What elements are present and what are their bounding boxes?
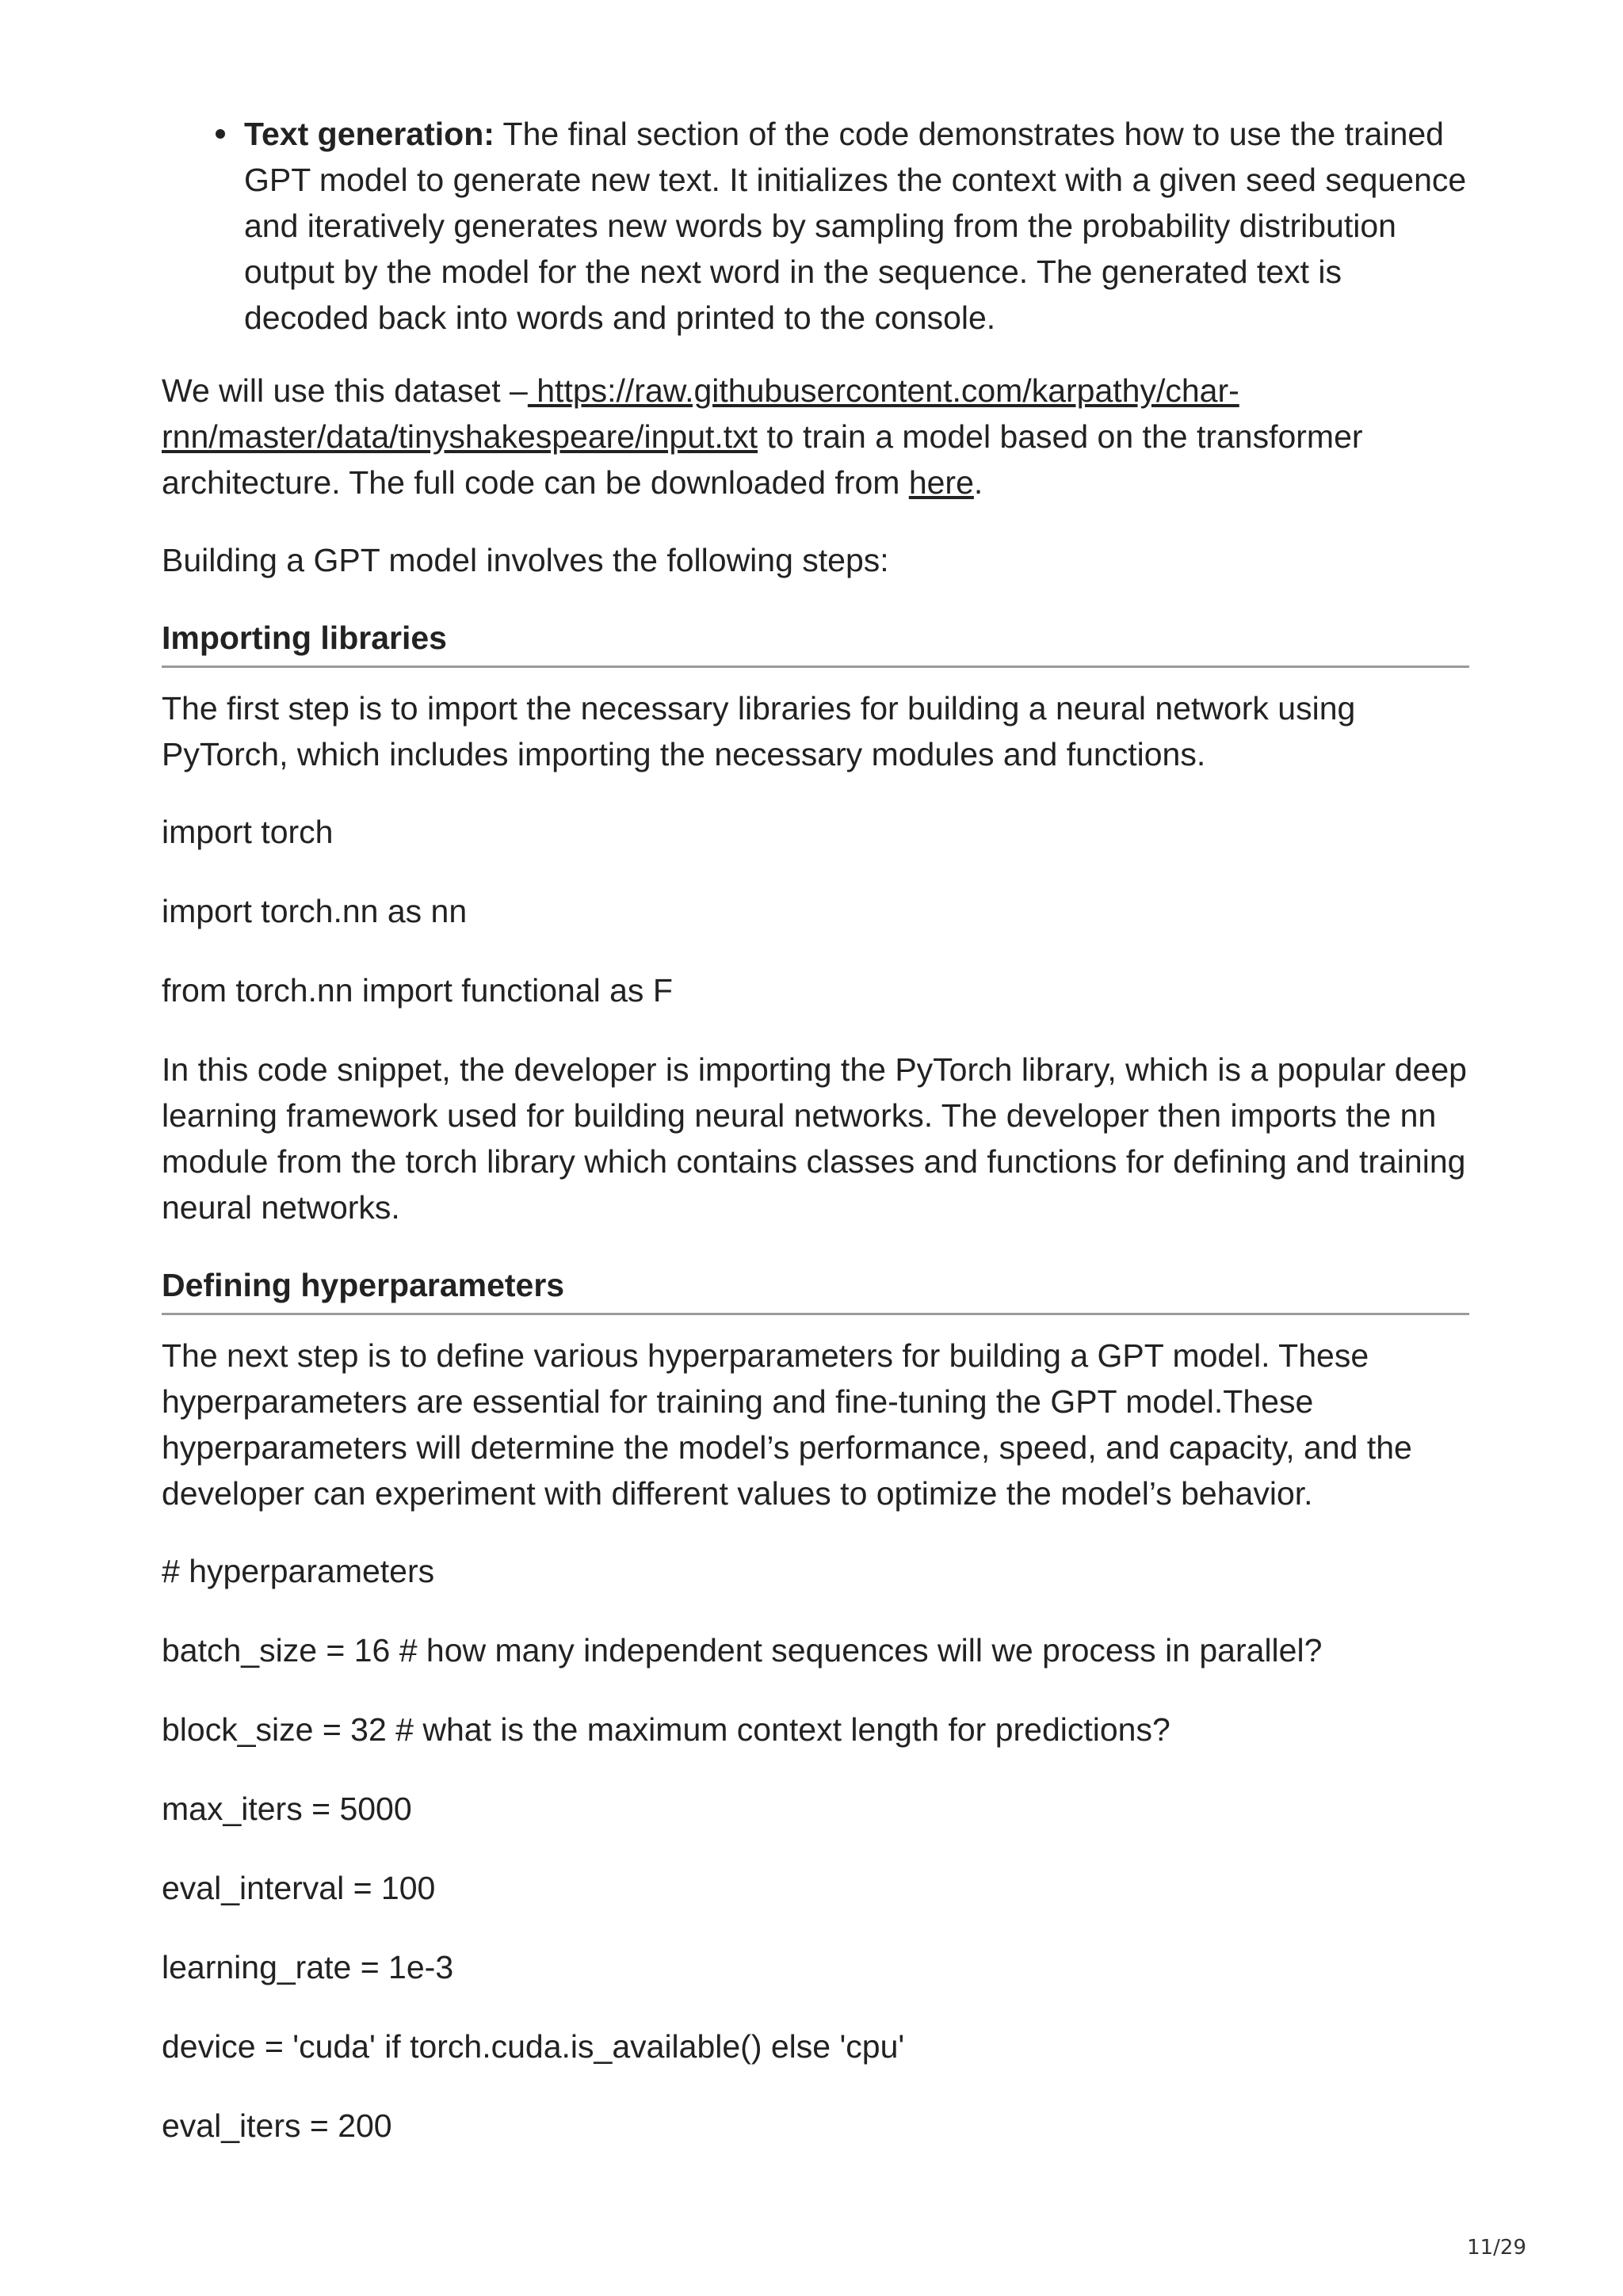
bullet-text: The final section of the code demonstrates how to use the trained GPT model to generate new text. It initializes the context with a given seed sequence and iteratively generates new words by sampling from the probability distribution output by the model for the next word in the sequence. The generated text is decoded back into words and printed to the console.: [244, 116, 1467, 336]
code-line: device = 'cuda' if torch.cuda.is_available() else 'cpu': [162, 2028, 905, 2065]
code-line: # hyperparameters: [162, 1553, 435, 1589]
code-line: from torch.nn import functional as F: [162, 972, 673, 1009]
dataset-middle: to train a model based on the transformer architecture. The full code can be downloaded from: [162, 418, 1363, 501]
code-line: eval_interval = 100: [162, 1870, 436, 1906]
bullet-list: [162, 111, 1469, 341]
dataset-link[interactable]: https://raw.githubusercontent.com/karpathy/char-rnn/master/data/tinyshakespeare/input.txt: [162, 372, 1239, 455]
code-line: block_size = 32 # what is the maximum context length for predictions?: [162, 1711, 1170, 1748]
code-line: max_iters = 5000: [162, 1791, 412, 1827]
dataset-prefix: We will use this dataset –: [162, 372, 528, 409]
bullet-label: Text generation:: [244, 116, 495, 152]
bullet-dot-icon: [216, 129, 225, 139]
section-heading-defining-hyperparameters: Defining hyperparameters: [162, 1262, 1469, 1315]
dataset-paragraph: [162, 368, 1469, 505]
code-line: import torch.nn as nn: [162, 893, 468, 929]
code-line: eval_iters = 200: [162, 2107, 392, 2144]
section1-intro: The first step is to import the necessary libraries for building a neural network using PyTorch, which includes importing the necessary modules and functions.: [162, 690, 1356, 772]
code-line: learning_rate = 1e-3: [162, 1949, 454, 1985]
section2-intro: The next step is to define various hyperparameters for building a GPT model. These hyperparameters are essential for training and fine-tuning the GPT model.These hyperparameters will determine the model’s performance, speed, and capacity, and the developer can experiment with different values to optimize the model’s behavior.: [162, 1337, 1412, 1512]
list-item: [244, 111, 1469, 341]
dataset-suffix: .: [973, 464, 983, 501]
steps-intro: Building a GPT model involves the following steps:: [162, 542, 889, 578]
section-heading-importing-libraries: Importing libraries: [162, 615, 1469, 668]
document-page: [162, 111, 1469, 2182]
download-here-link[interactable]: here: [908, 464, 974, 501]
page-number: 11/29: [1467, 2236, 1526, 2260]
code-line: batch_size = 16 # how many independent sequences will we process in parallel?: [162, 1632, 1323, 1669]
code-line: import torch: [162, 814, 334, 850]
section1-explanation: In this code snippet, the developer is importing the PyTorch library, which is a popular deep learning framework used for building neural networks. The developer then imports the nn module from the torch library which contains classes and functions for defining and training neural networks.: [162, 1051, 1467, 1226]
